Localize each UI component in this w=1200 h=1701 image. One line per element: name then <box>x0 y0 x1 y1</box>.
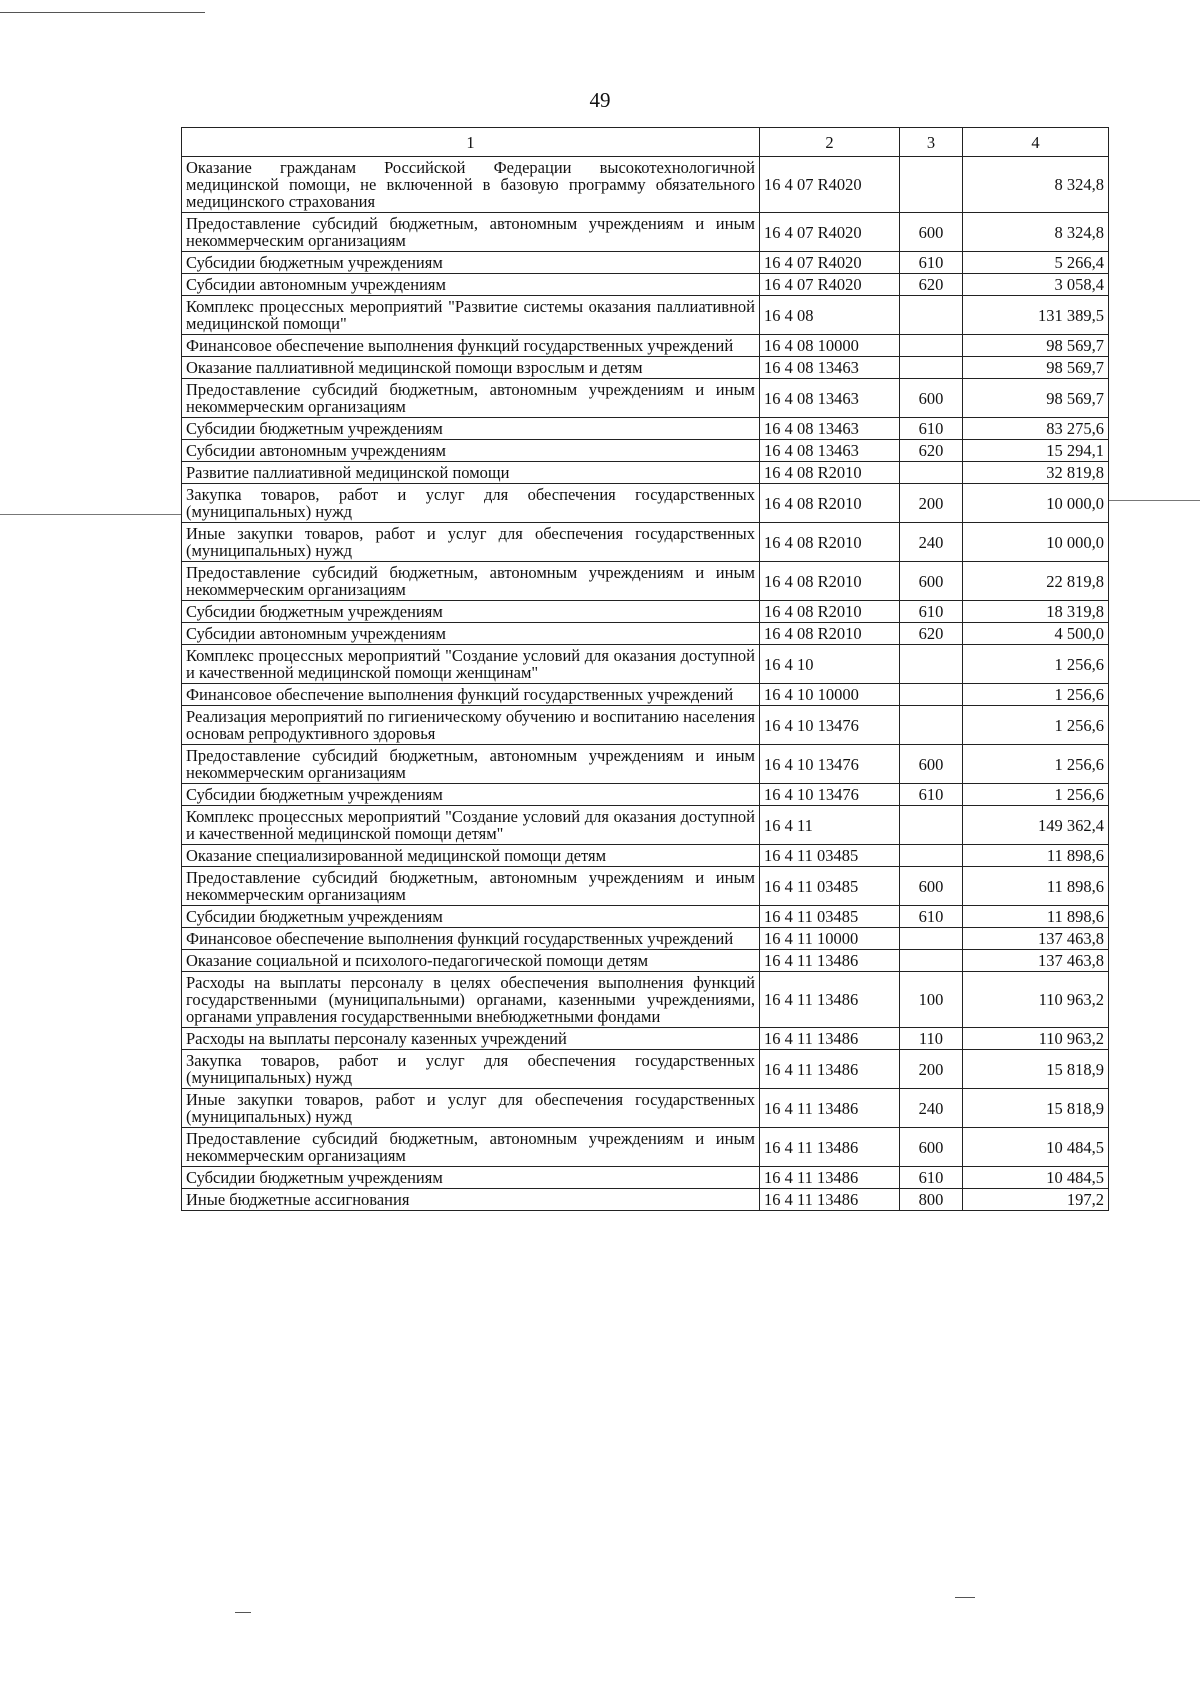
cell-amount: 98 569,7 <box>963 357 1109 379</box>
table-row <box>182 274 1109 296</box>
cell-type: 600 <box>900 867 963 906</box>
cell-amount: 8 324,8 <box>963 213 1109 252</box>
cell-code: 16 4 11 13486 <box>760 1028 900 1050</box>
cell-name: Финансовое обеспечение выполнения функций государственных учреждений <box>182 335 760 357</box>
cell-type: 800 <box>900 1189 963 1211</box>
cell-code: 16 4 07 R4020 <box>760 213 900 252</box>
cell-amount: 4 500,0 <box>963 623 1109 645</box>
table-row <box>182 601 1109 623</box>
table-row <box>182 252 1109 274</box>
cell-amount: 131 389,5 <box>963 296 1109 335</box>
cell-name: Субсидии бюджетным учреждениям <box>182 784 760 806</box>
cell-type <box>900 335 963 357</box>
table-row <box>182 523 1109 562</box>
cell-name: Расходы на выплаты персоналу казенных учреждений <box>182 1028 760 1050</box>
table-row <box>182 418 1109 440</box>
scan-artifact-line <box>1108 500 1200 501</box>
table-row <box>182 845 1109 867</box>
cell-code: 16 4 08 R2010 <box>760 601 900 623</box>
table-row <box>182 950 1109 972</box>
cell-code: 16 4 08 13463 <box>760 418 900 440</box>
column-header-type: 3 <box>900 128 963 157</box>
cell-code: 16 4 10 13476 <box>760 745 900 784</box>
cell-code: 16 4 11 13486 <box>760 950 900 972</box>
budget-table <box>181 127 1109 1211</box>
cell-code: 16 4 11 13486 <box>760 1050 900 1089</box>
cell-amount: 22 819,8 <box>963 562 1109 601</box>
cell-name: Оказание социальной и психолого-педагогической помощи детям <box>182 950 760 972</box>
cell-name: Субсидии автономным учреждениям <box>182 623 760 645</box>
cell-name: Оказание специализированной медицинской помощи детям <box>182 845 760 867</box>
cell-code: 16 4 11 13486 <box>760 1128 900 1167</box>
cell-type: 100 <box>900 972 963 1028</box>
table-row <box>182 335 1109 357</box>
cell-amount: 98 569,7 <box>963 379 1109 418</box>
cell-amount: 11 898,6 <box>963 906 1109 928</box>
table-row <box>182 906 1109 928</box>
cell-name: Финансовое обеспечение выполнения функций государственных учреждений <box>182 684 760 706</box>
cell-code: 16 4 08 R2010 <box>760 462 900 484</box>
cell-type: 610 <box>900 252 963 274</box>
cell-type: 600 <box>900 379 963 418</box>
cell-amount: 110 963,2 <box>963 972 1109 1028</box>
table-row <box>182 784 1109 806</box>
cell-name: Субсидии бюджетным учреждениям <box>182 418 760 440</box>
table-row <box>182 972 1109 1028</box>
cell-type: 110 <box>900 1028 963 1050</box>
cell-type <box>900 357 963 379</box>
column-header-name: 1 <box>182 128 760 157</box>
table-row <box>182 462 1109 484</box>
cell-code: 16 4 11 13486 <box>760 972 900 1028</box>
cell-code: 16 4 08 R2010 <box>760 623 900 645</box>
cell-code: 16 4 10 10000 <box>760 684 900 706</box>
cell-code: 16 4 11 03485 <box>760 845 900 867</box>
cell-type <box>900 684 963 706</box>
cell-amount: 10 484,5 <box>963 1128 1109 1167</box>
cell-type <box>900 706 963 745</box>
cell-type: 610 <box>900 601 963 623</box>
cell-type: 200 <box>900 1050 963 1089</box>
cell-amount: 8 324,8 <box>963 157 1109 213</box>
table-row <box>182 213 1109 252</box>
cell-name: Субсидии автономным учреждениям <box>182 274 760 296</box>
cell-name: Развитие паллиативной медицинской помощи <box>182 462 760 484</box>
cell-amount: 15 818,9 <box>963 1089 1109 1128</box>
cell-type <box>900 845 963 867</box>
cell-amount: 1 256,6 <box>963 706 1109 745</box>
cell-name: Закупка товаров, работ и услуг для обеспечения государственных (муниципальных) нужд <box>182 1050 760 1089</box>
cell-code: 16 4 11 13486 <box>760 1189 900 1211</box>
cell-amount: 18 319,8 <box>963 601 1109 623</box>
cell-code: 16 4 08 13463 <box>760 357 900 379</box>
cell-type: 600 <box>900 1128 963 1167</box>
scan-artifact-line <box>0 12 205 13</box>
cell-amount: 11 898,6 <box>963 845 1109 867</box>
cell-name: Иные закупки товаров, работ и услуг для обеспечения государственных (муниципальных) нужд <box>182 1089 760 1128</box>
table-row <box>182 1050 1109 1089</box>
cell-amount: 197,2 <box>963 1189 1109 1211</box>
cell-amount: 1 256,6 <box>963 645 1109 684</box>
cell-type: 200 <box>900 484 963 523</box>
cell-code: 16 4 08 R2010 <box>760 562 900 601</box>
cell-code: 16 4 08 <box>760 296 900 335</box>
cell-name: Комплекс процессных мероприятий "Развитие системы оказания паллиативной медицинской помощи" <box>182 296 760 335</box>
cell-type <box>900 296 963 335</box>
cell-code: 16 4 11 <box>760 806 900 845</box>
cell-name: Расходы на выплаты персоналу в целях обеспечения выполнения функций государственными (муниципальными) органами, казенными учреждениями, органами управления государственными внебюджетными фондами <box>182 972 760 1028</box>
table-row <box>182 1167 1109 1189</box>
cell-amount: 15 818,9 <box>963 1050 1109 1089</box>
cell-name: Субсидии бюджетным учреждениям <box>182 1167 760 1189</box>
cell-type: 610 <box>900 784 963 806</box>
cell-type: 600 <box>900 562 963 601</box>
table-row <box>182 357 1109 379</box>
cell-code: 16 4 11 03485 <box>760 906 900 928</box>
cell-amount: 11 898,6 <box>963 867 1109 906</box>
cell-code: 16 4 08 13463 <box>760 440 900 462</box>
table-row <box>182 562 1109 601</box>
table-row <box>182 706 1109 745</box>
table-row <box>182 623 1109 645</box>
cell-amount: 10 484,5 <box>963 1167 1109 1189</box>
table-row <box>182 1128 1109 1167</box>
table-row <box>182 684 1109 706</box>
table-row <box>182 484 1109 523</box>
cell-name: Реализация мероприятий по гигиеническому обучению и воспитанию населения основам репродуктивного здоровья <box>182 706 760 745</box>
cell-code: 16 4 07 R4020 <box>760 252 900 274</box>
cell-type: 240 <box>900 523 963 562</box>
cell-name: Оказание гражданам Российской Федерации высокотехнологичной медицинской помощи, не включенной в базовую программу обязательного медицинского страхования <box>182 157 760 213</box>
cell-amount: 32 819,8 <box>963 462 1109 484</box>
cell-type <box>900 645 963 684</box>
cell-type: 620 <box>900 274 963 296</box>
table-row <box>182 1189 1109 1211</box>
cell-amount: 98 569,7 <box>963 335 1109 357</box>
cell-name: Комплекс процессных мероприятий "Создание условий для оказания доступной и качественной медицинской помощи женщинам" <box>182 645 760 684</box>
cell-code: 16 4 08 R2010 <box>760 523 900 562</box>
cell-code: 16 4 11 03485 <box>760 867 900 906</box>
cell-amount: 3 058,4 <box>963 274 1109 296</box>
table-row <box>182 1089 1109 1128</box>
cell-code: 16 4 08 R2010 <box>760 484 900 523</box>
table-row <box>182 745 1109 784</box>
cell-type <box>900 462 963 484</box>
cell-type <box>900 157 963 213</box>
cell-type: 620 <box>900 623 963 645</box>
cell-code: 16 4 07 R4020 <box>760 157 900 213</box>
table-row <box>182 157 1109 213</box>
cell-name: Субсидии бюджетным учреждениям <box>182 601 760 623</box>
cell-type <box>900 928 963 950</box>
cell-type: 610 <box>900 1167 963 1189</box>
cell-amount: 1 256,6 <box>963 784 1109 806</box>
cell-amount: 5 266,4 <box>963 252 1109 274</box>
table-row <box>182 928 1109 950</box>
cell-name: Предоставление субсидий бюджетным, автономным учреждениям и иным некоммерческим организациям <box>182 562 760 601</box>
cell-type: 620 <box>900 440 963 462</box>
cell-amount: 1 256,6 <box>963 684 1109 706</box>
table-row <box>182 645 1109 684</box>
cell-type <box>900 950 963 972</box>
cell-amount: 137 463,8 <box>963 950 1109 972</box>
cell-type: 240 <box>900 1089 963 1128</box>
scan-artifact-line <box>235 1612 251 1613</box>
cell-type: 610 <box>900 906 963 928</box>
scan-artifact-line <box>0 514 181 515</box>
cell-amount: 83 275,6 <box>963 418 1109 440</box>
cell-name: Предоставление субсидий бюджетным, автономным учреждениям и иным некоммерческим организациям <box>182 867 760 906</box>
table-body <box>182 157 1109 1211</box>
page-number: 49 <box>589 88 611 112</box>
column-header-amount: 4 <box>963 128 1109 157</box>
scan-artifact-line <box>955 1597 975 1598</box>
cell-type <box>900 806 963 845</box>
cell-code: 16 4 07 R4020 <box>760 274 900 296</box>
cell-code: 16 4 11 13486 <box>760 1167 900 1189</box>
cell-amount: 10 000,0 <box>963 484 1109 523</box>
cell-amount: 1 256,6 <box>963 745 1109 784</box>
cell-amount: 137 463,8 <box>963 928 1109 950</box>
table-row <box>182 806 1109 845</box>
cell-code: 16 4 10 <box>760 645 900 684</box>
cell-name: Финансовое обеспечение выполнения функций государственных учреждений <box>182 928 760 950</box>
cell-name: Предоставление субсидий бюджетным, автономным учреждениям и иным некоммерческим организациям <box>182 379 760 418</box>
cell-name: Предоставление субсидий бюджетным, автономным учреждениям и иным некоммерческим организациям <box>182 213 760 252</box>
table-row <box>182 1028 1109 1050</box>
cell-type: 610 <box>900 418 963 440</box>
cell-amount: 10 000,0 <box>963 523 1109 562</box>
cell-code: 16 4 10 13476 <box>760 706 900 745</box>
cell-name: Субсидии автономным учреждениям <box>182 440 760 462</box>
table-header-row <box>182 128 1109 157</box>
cell-name: Предоставление субсидий бюджетным, автономным учреждениям и иным некоммерческим организациям <box>182 1128 760 1167</box>
cell-code: 16 4 08 10000 <box>760 335 900 357</box>
cell-name: Иные закупки товаров, работ и услуг для обеспечения государственных (муниципальных) нужд <box>182 523 760 562</box>
column-header-code: 2 <box>760 128 900 157</box>
cell-code: 16 4 10 13476 <box>760 784 900 806</box>
cell-name: Субсидии бюджетным учреждениям <box>182 906 760 928</box>
table-row <box>182 379 1109 418</box>
table-row <box>182 296 1109 335</box>
cell-name: Предоставление субсидий бюджетным, автономным учреждениям и иным некоммерческим организациям <box>182 745 760 784</box>
cell-type: 600 <box>900 745 963 784</box>
cell-name: Субсидии бюджетным учреждениям <box>182 252 760 274</box>
table-row <box>182 440 1109 462</box>
cell-code: 16 4 08 13463 <box>760 379 900 418</box>
cell-amount: 15 294,1 <box>963 440 1109 462</box>
cell-code: 16 4 11 10000 <box>760 928 900 950</box>
cell-code: 16 4 11 13486 <box>760 1089 900 1128</box>
cell-name: Иные бюджетные ассигнования <box>182 1189 760 1211</box>
cell-amount: 110 963,2 <box>963 1028 1109 1050</box>
cell-type: 600 <box>900 213 963 252</box>
cell-name: Комплекс процессных мероприятий "Создание условий для оказания доступной и качественной медицинской помощи детям" <box>182 806 760 845</box>
cell-amount: 149 362,4 <box>963 806 1109 845</box>
cell-name: Оказание паллиативной медицинской помощи взрослым и детям <box>182 357 760 379</box>
table-row <box>182 867 1109 906</box>
cell-name: Закупка товаров, работ и услуг для обеспечения государственных (муниципальных) нужд <box>182 484 760 523</box>
